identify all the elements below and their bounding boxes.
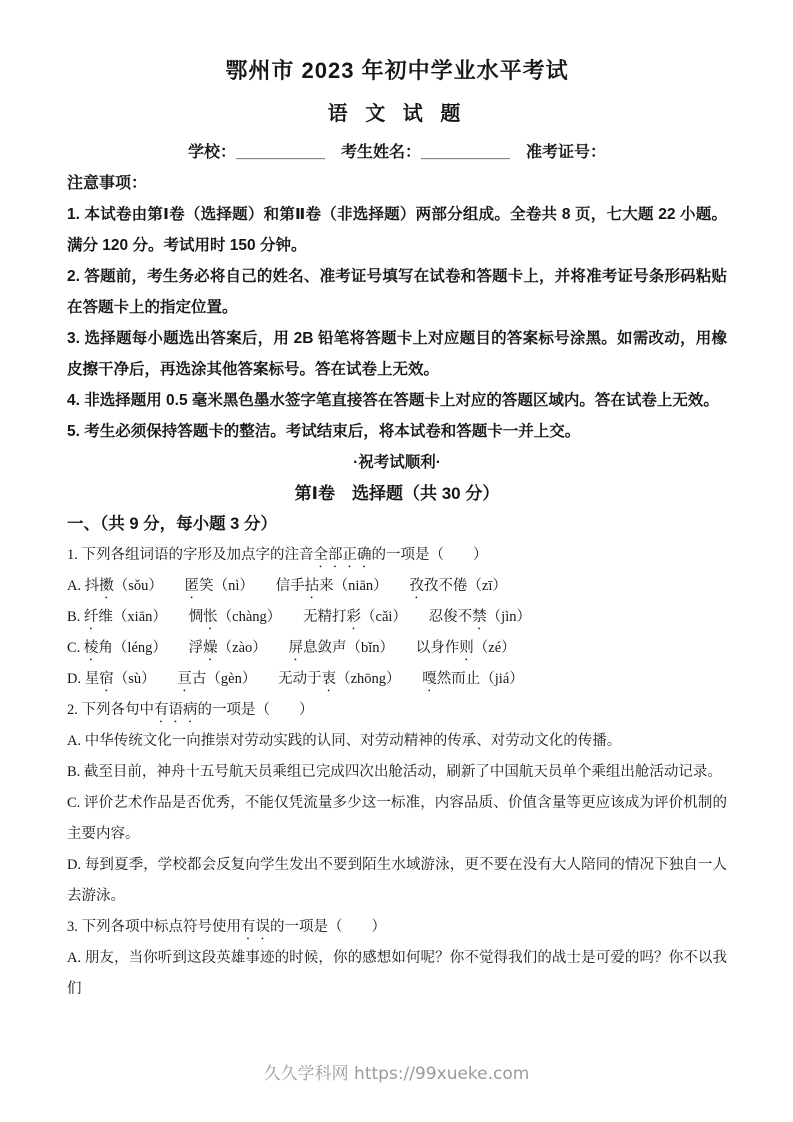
emphasized-text: 有语病 (154, 702, 198, 718)
notice-item: 4. 非选择题用 0.5 毫米黑色墨水签字笔直接答在答题卡上对应的答题区域内。答在试卷上无效。 (67, 392, 719, 409)
emphasized-text: 衷 (321, 671, 337, 687)
emphasized-text: 纤 (83, 609, 99, 625)
option-line (67, 602, 727, 633)
text-segment: A. 抖 (67, 578, 100, 594)
emphasized-text: 禁 (472, 609, 487, 625)
question-stem (67, 540, 727, 571)
notice-item: 2. 答题前，考生务必将自己的姓名、准考证号填写在试卷和答题卡上，并将准考证号条形码粘贴在答题卡上的指定位置。 (67, 268, 727, 316)
emphasized-text: 孜 (409, 578, 424, 594)
notice-heading: 注意事项： (67, 175, 148, 192)
emphasized-text: 棱 (83, 640, 99, 656)
page-title: 鄂州市 2023 年初中学业水平考试 (225, 58, 569, 83)
notice-item: 3. 选择题每小题选出答案后，用 2B 铅笔将答题卡上对应题目的答案标号涂黑。如需改动，用橡皮擦干净后，再选涂其他答案标号。答在试卷上无效。 (67, 330, 727, 378)
emphasized-text: 则 (459, 640, 474, 656)
text-segment: D. 星 (67, 671, 100, 687)
text-segment: （sù） (113, 671, 178, 687)
option-line: D. 每到夏季，学校都会反复向学生发出不要到陌生水域游泳，更不要在没有大人陪同的情况下独自一人去游泳。 (67, 857, 727, 904)
section-heading: 一、（共 9 分，每小题 3 分） (67, 515, 277, 533)
text-segment: C. (67, 640, 84, 656)
text-segment: （zào） (217, 640, 289, 656)
text-segment: 的一项是（ ） (371, 547, 488, 563)
text-segment: 的一项是（ ） (197, 702, 314, 718)
emphasized-text: 燥 (203, 640, 218, 656)
text-segment: （zhōng） (336, 671, 423, 687)
text-segment: 然而止（jiá） (436, 671, 524, 687)
text-segment: 来（niān） (319, 578, 410, 594)
question-stem (67, 912, 727, 943)
school-name-line: 学校：__________ 考生姓名：__________ 准考证号： (188, 144, 606, 161)
text-segment: （cǎi） 忍俊不 (361, 609, 473, 625)
notice-item: 5. 考生必须保持答题卡的整洁。考试结束后，将本试卷和答题卡一并上交。 (67, 423, 581, 440)
paper-subject-title: 语 文 试 题 (327, 103, 467, 125)
emphasized-text: 怅 (203, 609, 218, 625)
emphasized-text: 拈 (304, 578, 320, 594)
option-line (67, 633, 727, 664)
emphasized-text: 彩 (346, 609, 362, 625)
emphasized-text: 宿 (99, 671, 114, 687)
text-segment: （sǒu） (113, 578, 185, 594)
emphasized-text: 匿 (184, 578, 200, 594)
text-segment: 息敛声（bǐn） 以身作 (303, 640, 460, 656)
text-segment: 1. 下列各组词语的字形及加点字的注音 (67, 547, 314, 563)
wish-line: ·祝考试顺利· (353, 454, 441, 471)
text-segment: 2. 下列各句中 (67, 702, 154, 718)
text-segment: （zé） (473, 640, 516, 656)
question-list (67, 540, 727, 1005)
text-segment: 角（léng） 浮 (98, 640, 204, 656)
notice-list (67, 199, 727, 447)
option-line: B. 截至目前，神舟十五号航天员乘组已完成四次出舱活动，刷新了中国航天员单个乘组出舱活动记录。 (67, 764, 722, 780)
option-line (67, 664, 727, 695)
text-segment: 古（gèn） 无动于 (191, 671, 322, 687)
text-segment: 笑（nì） 信手 (199, 578, 305, 594)
watermark-footer (0, 1062, 793, 1086)
text-segment: （chàng） 无精打 (217, 609, 347, 625)
option-line: A. 中华传统文化一向推崇对劳动实践的认同、对劳动精神的传承、对劳动文化的传播。 (67, 733, 622, 749)
emphasized-text: 屏 (288, 640, 304, 656)
emphasized-text: 全部正确 (313, 547, 372, 563)
text-segment: 的一项是（ ） (270, 919, 386, 935)
watermark-text: 久久学科网 https://99xueke.com (263, 1064, 530, 1084)
emphasized-text: 擞 (99, 578, 114, 594)
option-line (67, 571, 727, 602)
text-segment: （jìn） (486, 609, 531, 625)
volume-heading: 第Ⅰ卷 选择题（共 30 分） (294, 484, 500, 503)
option-line: C. 评价艺术作品是否优秀，不能仅凭流量多少这一标准，内容品质、价值含量等更应该成为评价机制的主要内容。 (67, 795, 727, 842)
text-segment: 3. 下列各项中标点符号使用 (67, 919, 241, 935)
text-segment: 孜不倦（zī） (423, 578, 507, 594)
option-line: A. 朋友，当你听到这段英雄事迹的时候，你的感想如何呢？你不觉得我们的战士是可爱的吗？你不以我们 (67, 950, 727, 997)
emphasized-text: 有误 (241, 919, 270, 935)
emphasized-text: 亘 (177, 671, 192, 687)
text-segment: 维（xiān） 惆 (98, 609, 204, 625)
emphasized-text: 嘎 (422, 671, 437, 687)
question-stem (67, 695, 727, 726)
notice-item: 1. 本试卷由第Ⅰ卷（选择题）和第Ⅱ卷（非选择题）两部分组成。全卷共 8 页，七大题 22 小题。满分 120 分。考试用时 150 分钟。 (67, 206, 727, 254)
text-segment: B. (67, 609, 84, 625)
